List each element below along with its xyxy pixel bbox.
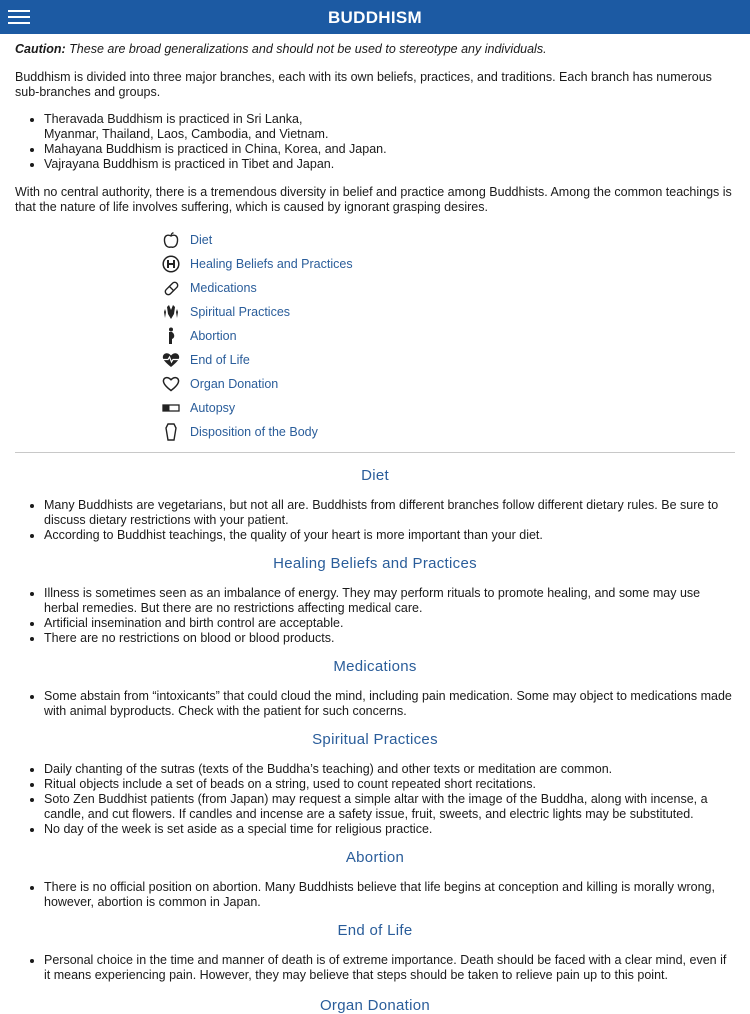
topic-link-label[interactable]: Organ Donation (190, 376, 279, 391)
praying-hands-icon (162, 303, 180, 321)
divider (15, 452, 735, 453)
topic-link-disposition[interactable] (162, 420, 735, 444)
branches-list (15, 112, 735, 172)
hamburger-menu-icon[interactable] (0, 0, 38, 34)
caution-text: These are broad generalizations and should not be used to stereotype any individuals. (65, 42, 547, 56)
topic-links (162, 228, 735, 444)
section-diet (15, 468, 735, 543)
summary-paragraph: With no central authority, there is a tremendous diversity in belief and practice among Buddhists. Among the common teachings is that the nature of life involves suffering, which is caused by ignorant grasping desires. (15, 185, 732, 214)
section-heading: Abortion (345, 849, 405, 866)
article (0, 34, 750, 1013)
topic-link-abortion[interactable] (162, 324, 735, 348)
top-app-bar (0, 0, 750, 34)
list-item: • Daily chanting of the sutras (texts of the Buddha’s teaching) and other texts or meditation are common. (44, 762, 735, 777)
list-item: • According to Buddhist teachings, the quality of your heart is more important than your diet. (44, 528, 735, 543)
list-item: • Ritual objects include a set of beads on a string, used to count repeated short recitations. (44, 777, 735, 792)
coffin-icon (162, 423, 180, 441)
list-item: • Mahayana Buddhism is practiced in China, Korea, and Japan. (44, 142, 735, 157)
section-heading: Spiritual Practices (312, 731, 438, 748)
topic-link-medications[interactable] (162, 276, 735, 300)
list-item: • Personal choice in the time and manner of death is of extreme importance. Death should be faced with a clear mind, even if it means experiencing pain. However, they may believe that steps should be taken to relieve pain up to this point. (44, 953, 735, 983)
list-item: • Artificial insemination and birth control are acceptable. (44, 616, 735, 631)
caution-label: Caution: (15, 42, 66, 56)
page-title: BUDDHISM (327, 7, 422, 27)
topic-link-spiritual[interactable] (162, 300, 735, 324)
section-heading: Medications (333, 658, 417, 675)
topic-link-label[interactable]: Spiritual Practices (190, 304, 291, 319)
topic-link-label[interactable]: Autopsy (190, 400, 236, 415)
topic-link-label[interactable]: Diet (190, 232, 213, 247)
topic-link-end-of-life[interactable] (162, 348, 735, 372)
topic-link-label[interactable]: End of Life (190, 352, 250, 367)
pregnant-woman-icon (162, 327, 180, 345)
list-item: • Illness is sometimes seen as an imbalance of energy. They may perform rituals to promote healing, and some may use herbal remedies. But there are no restrictions affecting medical care. (44, 586, 735, 616)
list-item: • There are no restrictions on blood or blood products. (44, 631, 735, 646)
topic-link-organ-donation[interactable] (162, 372, 735, 396)
list-item: • Theravada Buddhism is practiced in Sri Lanka, Myanmar, Thailand, Laos, Cambodia, and Vietnam. (44, 112, 735, 142)
intro-paragraph: Buddhism is divided into three major branches, each with its own beliefs, practices, and traditions. Each branch has numerous sub-branches and groups. (15, 70, 712, 99)
list-item: • Some abstain from “intoxicants” that could cloud the mind, including pain medication. Some may object to medications made with animal byproducts. Check with the patient for such concerns. (44, 689, 735, 719)
list-item: • Vajrayana Buddhism is practiced in Tibet and Japan. (44, 157, 735, 172)
apple-icon (162, 231, 180, 249)
heartbeat-icon (162, 351, 180, 369)
section-end-of-life (15, 923, 735, 983)
hospital-icon (162, 255, 180, 273)
section-spiritual (15, 732, 735, 837)
heart-outline-icon (162, 375, 180, 393)
list-item: • There is no official position on abortion. Many Buddhists believe that life begins at conception and killing is morally wrong, however, abortion is common in Japan. (44, 880, 735, 910)
scalpel-icon (162, 399, 180, 417)
section-medications (15, 659, 735, 719)
topic-link-autopsy[interactable] (162, 396, 735, 420)
topic-link-healing[interactable] (162, 252, 735, 276)
topic-link-label[interactable]: Disposition of the Body (190, 424, 318, 439)
section-healing (15, 556, 735, 646)
section-heading: Diet (361, 467, 389, 484)
list-item: • Soto Zen Buddhist patients (from Japan) may request a simple altar with the image of the Buddha, along with incense, a candle, and cut flowers. If candles and incense are a safety issue, fruit, sweets, and electric lights may be substituted. (44, 792, 735, 822)
list-item: • No day of the week is set aside as a special time for religious practice. (44, 822, 735, 837)
section-heading: Organ Donation (319, 997, 431, 1014)
topic-link-label[interactable]: Abortion (190, 328, 237, 343)
list-item: • Many Buddhists are vegetarians, but not all are. Buddhists from different branches follow different dietary rules. Be sure to discuss dietary restrictions with your patient. (44, 498, 735, 528)
topic-link-label[interactable]: Medications (190, 280, 257, 295)
section-organ-donation (15, 998, 735, 1013)
section-abortion (15, 850, 735, 910)
section-heading: Healing Beliefs and Practices (273, 555, 477, 572)
section-heading: End of Life (337, 922, 413, 939)
topic-link-label[interactable]: Healing Beliefs and Practices (190, 256, 353, 271)
topic-link-diet[interactable] (162, 228, 735, 252)
pill-icon (162, 279, 180, 297)
caution-note (15, 42, 735, 57)
